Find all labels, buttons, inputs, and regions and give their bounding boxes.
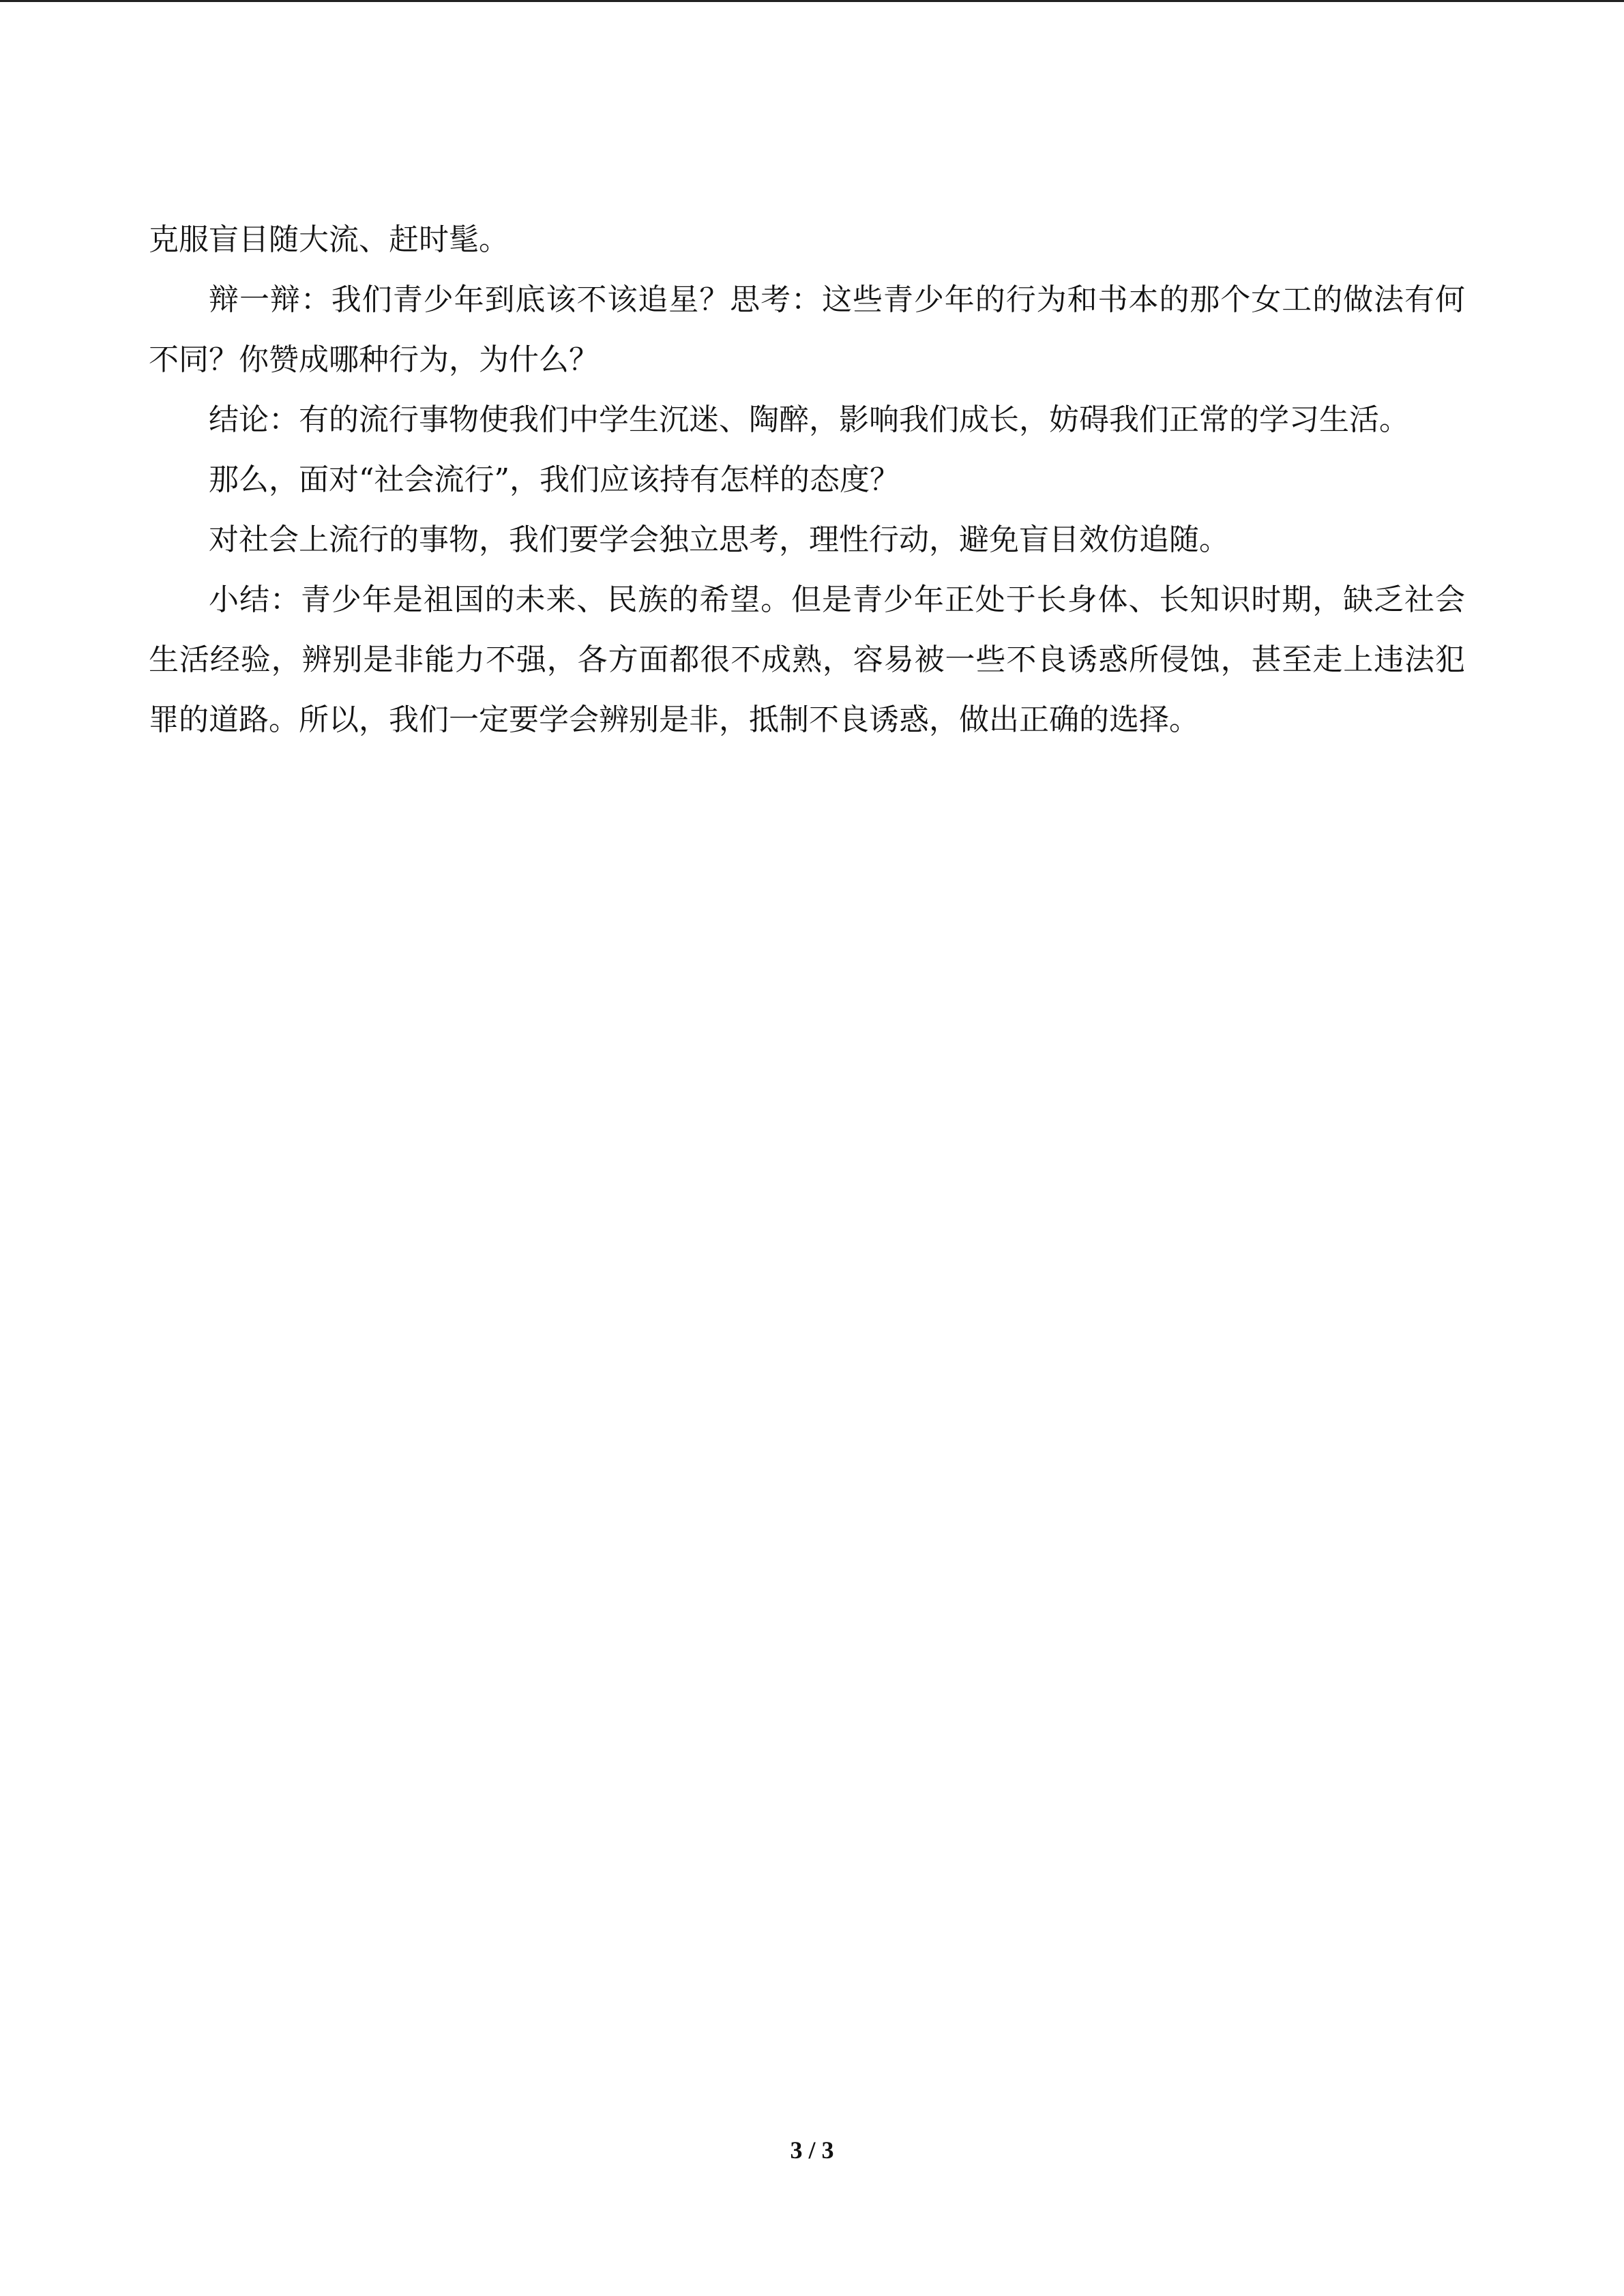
paragraph-conclusion: 结论：有的流行事物使我们中学生沉迷、陶醉，影响我们成长，妨碍我们正常的学习生活。 xyxy=(209,402,1409,437)
paragraph-debate: 辩一辩：我们青少年到底该不该追星？思考：这些青少年的行为和书本的那个女工的做法有何不同？你赞成哪种行为，为什么？ xyxy=(149,282,1465,377)
document-body xyxy=(149,210,1465,750)
page-number: 3 / 3 xyxy=(790,2136,834,2164)
paragraph-question: 那么，面对“社会流行”，我们应该持有怎样的态度？ xyxy=(209,462,900,497)
paragraph-summary: 小结：青少年是祖国的未来、民族的希望。但是青少年正处于长身体、长知识时期，缺乏社会生活经验，辨别是非能力不强，各方面都很不成熟，容易被一些不良诱惑所侵蚀，甚至走上违法犯罪的道路。所以，我们一定要学会辨别是非，抵制不良诱惑，做出正确的选择。 xyxy=(149,582,1465,737)
paragraph-continuation: 克服盲目随大流、赶时髦。 xyxy=(149,222,509,257)
paragraph-answer: 对社会上流行的事物，我们要学会独立思考，理性行动，避免盲目效仿追随。 xyxy=(209,522,1229,557)
